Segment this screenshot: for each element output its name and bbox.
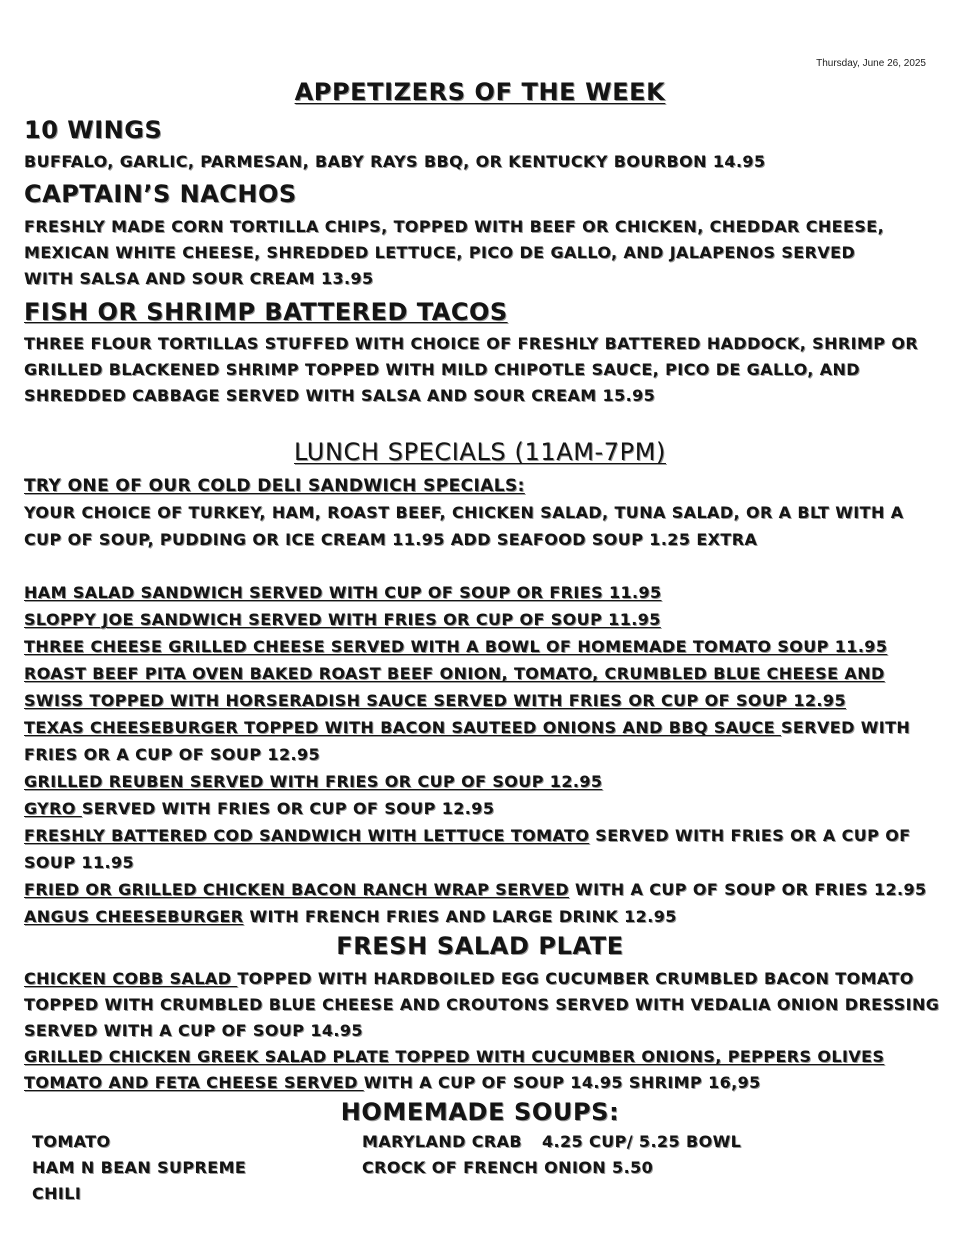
tacos-description-1: THREE FLOUR TORTILLAS STUFFED WITH CHOICE OF FRESHLY BATTERED HADDOCK, SHRIMP OR bbox=[24, 334, 919, 353]
soup-crab-name: MARYLAND CRAB bbox=[362, 1132, 522, 1151]
nachos-description-3: WITH SALSA AND SOUR CREAM 13.95 bbox=[24, 269, 374, 288]
cobb-item-name: CHICKEN COBB SALAD bbox=[24, 969, 238, 988]
soup-chili: CHILI bbox=[32, 1184, 82, 1203]
nachos-title: CAPTAIN’S NACHOS bbox=[24, 180, 297, 208]
tacos-description-2: GRILLED BLACKENED SHRIMP TOPPED WITH MILD CHIPOTLE SAUCE, PICO DE GALLO, AND bbox=[24, 360, 860, 379]
sloppy-joe-item: SLOPPY JOE SANDWICH SERVED WITH FRIES OR CUP OF SOUP 11.95 bbox=[24, 610, 661, 629]
three-cheese-item: THREE CHEESE GRILLED CHEESE SERVED WITH A BOWL OF HOMEMADE TOMATO SOUP 11.95 bbox=[24, 637, 888, 656]
deli-description-2: CUP OF SOUP, PUDDING OR ICE CREAM 11.95 ADD SEAFOOD SOUP 1.25 EXTRA bbox=[24, 530, 758, 549]
cobb-item-3: SERVED WITH A CUP OF SOUP 14.95 bbox=[24, 1021, 363, 1040]
menu-date: Thursday, June 26, 2025 bbox=[816, 58, 926, 69]
deli-heading: TRY ONE OF OUR COLD DELI SANDWICH SPECIALS: bbox=[24, 476, 525, 496]
wings-title: 10 WINGS bbox=[24, 116, 163, 144]
wrap-item-name: FRIED OR GRILLED CHICKEN BACON RANCH WRAP SERVED bbox=[24, 880, 570, 899]
soup-maryland-crab bbox=[362, 1132, 741, 1151]
deli-description-1: YOUR CHOICE OF TURKEY, HAM, ROAST BEEF, CHICKEN SALAD, TUNA SALAD, OR A BLT WITH A bbox=[24, 503, 904, 522]
texas-item-1 bbox=[24, 715, 936, 741]
lunch-title: LUNCH SPECIALS (11AM-7PM) bbox=[294, 438, 666, 466]
tacos-description-3: SHREDDED CABBAGE SERVED WITH SALSA AND SOUR CREAM 15.95 bbox=[24, 386, 656, 405]
angus-item-served: WITH FRENCH FRIES AND LARGE DRINK 12.95 bbox=[243, 907, 677, 926]
soup-ham-bean: HAM N BEAN SUPREME bbox=[32, 1158, 247, 1177]
appetizers-title: APPETIZERS OF THE WEEK bbox=[294, 78, 666, 106]
texas-item-name: TEXAS CHEESEBURGER TOPPED WITH BACON SAUTEED ONIONS AND BBQ SAUCE bbox=[24, 718, 781, 737]
soup-tomato: TOMATO bbox=[32, 1132, 111, 1151]
cobb-item-desc: TOPPED WITH HARDBOILED EGG CUCUMBER CRUMBLED BACON TOMATO bbox=[237, 969, 914, 988]
gyro-item bbox=[24, 796, 936, 822]
cod-item-name: FRESHLY BATTERED COD SANDWICH WITH LETTUCE TOMATO bbox=[24, 826, 590, 845]
greek-item-price: WITH A CUP OF SOUP 14.95 SHRIMP 16,95 bbox=[363, 1073, 761, 1092]
angus-item bbox=[24, 904, 936, 930]
nachos-description-2: MEXICAN WHITE CHEESE, SHREDDED LETTUCE, PICO DE GALLO, AND JALAPENOS SERVED bbox=[24, 243, 856, 262]
roast-beef-item-1: ROAST BEEF PITA OVEN BAKED ROAST BEEF ONION, TOMATO, CRUMBLED BLUE CHEESE AND bbox=[24, 664, 885, 683]
nachos-description-1: FRESHLY MADE CORN TORTILLA CHIPS, TOPPED WITH BEEF OR CHICKEN, CHEDDAR CHEESE, bbox=[24, 217, 885, 236]
cod-item-served: SERVED WITH FRIES OR A CUP OF bbox=[589, 826, 911, 845]
cod-item-1 bbox=[24, 823, 936, 849]
roast-beef-item-2: SWISS TOPPED WITH HORSERADISH SAUCE SERVED WITH FRIES OR CUP OF SOUP 12.95 bbox=[24, 691, 846, 710]
soup-french-onion: CROCK OF FRENCH ONION 5.50 bbox=[362, 1158, 654, 1177]
angus-item-name: ANGUS CHEESEBURGER bbox=[24, 907, 244, 926]
gyro-item-served: SERVED WITH FRIES OR CUP OF bbox=[81, 799, 385, 818]
texas-item-served: SERVED WITH bbox=[780, 718, 911, 737]
reuben-item: GRILLED REUBEN SERVED WITH FRIES OR CUP OF SOUP 12.95 bbox=[24, 772, 603, 791]
wrap-item bbox=[24, 877, 936, 903]
tacos-title: FISH OR SHRIMP BATTERED TACOS bbox=[24, 298, 508, 326]
soups-title: HOMEMADE SOUPS: bbox=[340, 1098, 620, 1126]
cobb-item-2: TOPPED WITH CRUMBLED BLUE CHEESE AND CROUTONS SERVED WITH VEDALIA ONION DRESSING bbox=[24, 995, 940, 1014]
ham-salad-item: HAM SALAD SANDWICH SERVED WITH CUP OF SOUP OR FRIES 11.95 bbox=[24, 583, 662, 602]
salad-title: FRESH SALAD PLATE bbox=[336, 932, 624, 960]
greek-item-1: GRILLED CHICKEN GREEK SALAD PLATE TOPPED WITH CUCUMBER ONIONS, PEPPERS OLIVES bbox=[24, 1047, 885, 1066]
greek-item-2 bbox=[24, 1070, 936, 1096]
cobb-item-1 bbox=[24, 966, 936, 992]
wrap-item-served: WITH A CUP OF SOUP OR FRIES 12.95 bbox=[569, 880, 927, 899]
greek-item-desc: TOMATO AND FETA CHEESE SERVED bbox=[24, 1073, 364, 1092]
soup-crab-price: 4.25 CUP/ 5.25 BOWL bbox=[542, 1132, 742, 1151]
cod-item-2: SOUP 11.95 bbox=[24, 853, 135, 872]
wings-description: BUFFALO, GARLIC, PARMESAN, BABY RAYS BBQ, OR KENTUCKY BOURBON 14.95 bbox=[24, 152, 766, 171]
texas-item-2: FRIES OR A CUP OF SOUP 12.95 bbox=[24, 745, 321, 764]
gyro-item-name: GYRO bbox=[24, 799, 82, 818]
gyro-item-price: SOUP 12.95 bbox=[384, 799, 495, 818]
